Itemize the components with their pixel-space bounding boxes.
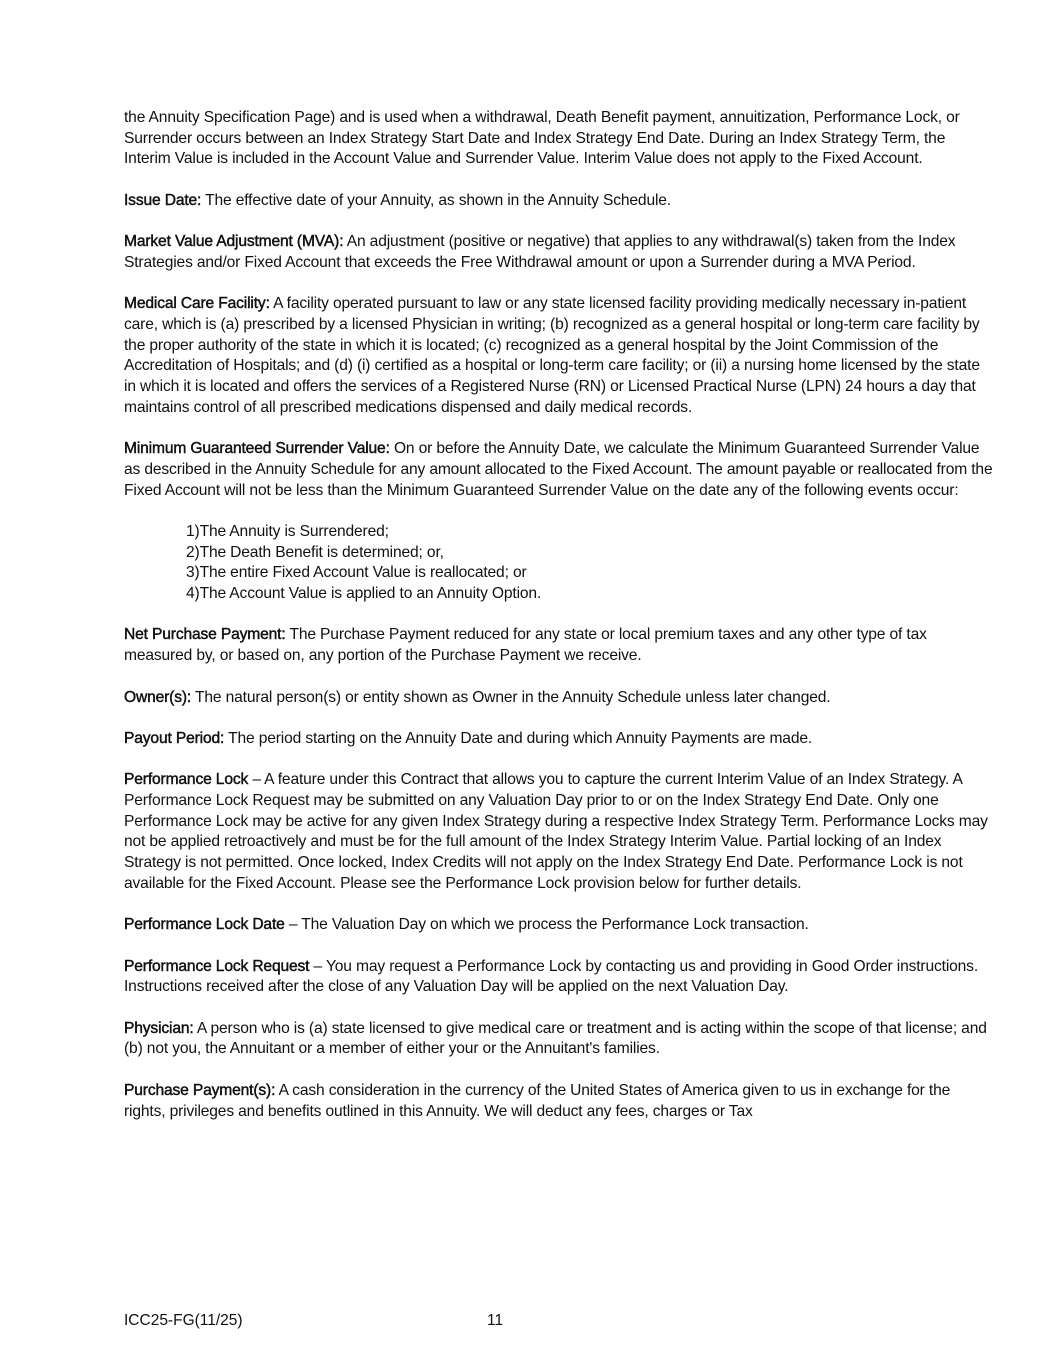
definition-performance-lock-request: Performance Lock Request – You may request a Performance Lock by contacting us and providing in Good Order instructions. Instructions received after the close of any Valuation Day will be applied on the next Valuation Day.: [124, 957, 979, 996]
definition-text: You may request a Performance Lock by contacting us and providing in Good Order instructions. Instructions received after the close of any Valuation Day will be applied on the next Valuation Day.: [124, 957, 979, 996]
list-item: 2)The Death Benefit is determined; or,: [186, 543, 444, 561]
definition-term: Medical Care Facility:: [124, 295, 270, 313]
definition-payout-period: [124, 729, 994, 750]
definition-text: A cash consideration in the currency of the United States of America given to us in exchange for the rights, privileges and benefits outlined in this Annuity. We will deduct any fees, charges or Tax: [124, 1081, 951, 1120]
definition-term: Purchase Payment(s):: [124, 1081, 276, 1099]
definition-term: Physician:: [124, 1019, 194, 1037]
definition-text: The effective date of your Annuity, as shown in the Annuity Schedule.: [205, 191, 671, 209]
definition-purchase-payment: [124, 1081, 994, 1122]
definition-term: Owner(s):: [124, 688, 192, 706]
definition-term: Payout Period:: [124, 729, 225, 747]
definition-text: the Annuity Specification Page) and is used when a withdrawal, Death Benefit payment, annuitization, Performance Lock, or Surrender occurs between an Index Strategy Start Date and Index Strategy End Date. During an Index Strategy Term, the Interim Value is included in the Account Value and Surrender Value. Interim Value does not apply to the Fixed Account.: [124, 109, 960, 168]
definition-minimum-guaranteed-surrender-value: [124, 439, 994, 501]
definition-term: Performance Lock: [124, 771, 249, 789]
list-item: 1)The Annuity is Surrendered;: [186, 522, 389, 540]
definition-performance-lock: Performance Lock – A feature under this Contract that allows you to capture the current Interim Value of an Index Strategy. A Performance Lock Request may be submitted on any Valuation Day prior to or on the Index Strategy End Date. Only one Performance Lock may be active for any given Index Strategy during a respective Index Strategy Term. Performance Locks may not be applied retroactively and must be for the full amount of the Index Strategy Interim Value. Partial locking of an Index Strategy is not permitted. Once locked, Index Credits will not apply on the Index Strategy End Date. Performance Lock is not available for the Fixed Account. Please see the Performance Lock provision below for further details.: [124, 771, 988, 892]
form-code: ICC25-FG(11/25): [124, 1312, 243, 1329]
definition-text: The period starting on the Annuity Date and during which Annuity Payments are made.: [228, 729, 813, 747]
definition-text: The natural person(s) or entity shown as Owner in the Annuity Schedule unless later changed.: [195, 688, 831, 706]
definition-term: Minimum Guaranteed Surrender Value:: [124, 440, 390, 458]
definition-market-value-adjustment: [124, 232, 994, 273]
surrender-events-list: [186, 522, 994, 605]
definition-term: Net Purchase Payment:: [124, 626, 286, 644]
definition-owner: [124, 688, 994, 709]
definition-text: The Purchase Payment reduced for any state or local premium taxes and any other type of tax measured by, or based on, any portion of the Purchase Payment we receive.: [124, 626, 927, 665]
definition-interim-value-continued: [124, 108, 994, 170]
list-item: 4)The Account Value is applied to an Annuity Option.: [186, 585, 542, 603]
definition-net-purchase-payment: [124, 625, 994, 666]
definition-physician: [124, 1019, 994, 1060]
definition-text: A feature under this Contract that allows you to capture the current Interim Value of an Index Strategy. A Performance Lock Request may be submitted on any Valuation Day prior to or on the Index Strategy End Date. Only one Performance Lock may be active for any given Index Strategy during a respective Index Strategy Term. Performance Locks may not be applied retroactively and must be for the full amount of the Index Strategy Interim Value. Partial locking of an Index Strategy is not permitted. Once locked, Index Credits will not apply on the Index Strategy End Date. Performance Lock is not available for the Fixed Account. Please see the Performance Lock provision below for further details.: [124, 771, 988, 892]
definition-term: Market Value Adjustment (MVA):: [124, 233, 344, 251]
definition-text: A facility operated pursuant to law or any state licensed facility providing medically necessary in-patient care, which is (a) prescribed by a licensed Physician in writing; (b) recognized as a general hospital or long-term care facility by the proper authority of the state in which it is located; (c) recognized as a general hospital by the Joint Commission of the Accreditation of Hospitals; and (d) (i) certified as a hospital or long-term care facility; or (ii) a nursing home licensed by the state in which it is located and offers the services of a Registered Nurse (RN) or Licensed Practical Nurse (LPN) 24 hours a day that maintains control of all prescribed medications dispensed and daily medical records.: [124, 295, 980, 416]
definition-term: Issue Date:: [124, 191, 202, 209]
definition-issue-date: [124, 191, 994, 212]
list-item: 3)The entire Fixed Account Value is reallocated; or: [186, 564, 527, 582]
definition-text: An adjustment (positive or negative) that applies to any withdrawal(s) taken from the Index Strategies and/or Fixed Account that exceeds the Free Withdrawal amount or upon a Surrender during a MVA Period.: [124, 233, 956, 271]
definition-term: Performance Lock Request: [124, 957, 310, 975]
document-body: [124, 108, 994, 1143]
definition-medical-care-facility: [124, 294, 994, 418]
definition-text: The Valuation Day on which we process the Performance Lock transaction.: [301, 916, 809, 934]
definition-performance-lock-date: Performance Lock Date – The Valuation Day on which we process the Performance Lock transaction.: [124, 916, 809, 934]
definition-text: A person who is (a) state licensed to give medical care or treatment and is acting within the scope of that license; and (b) not you, the Annuitant or a member of either your or the Annuitant's families.: [124, 1019, 987, 1058]
page-number: 11: [487, 1312, 504, 1329]
definition-term: Performance Lock Date: [124, 916, 285, 934]
definition-text: On or before the Annuity Date, we calculate the Minimum Guaranteed Surrender Value as described in the Annuity Schedule for any amount allocated to the Fixed Account. The amount payable or reallocated from the Fixed Account will not be less than the Minimum Guaranteed Surrender Value on the date any of the following events occur:: [124, 440, 993, 499]
